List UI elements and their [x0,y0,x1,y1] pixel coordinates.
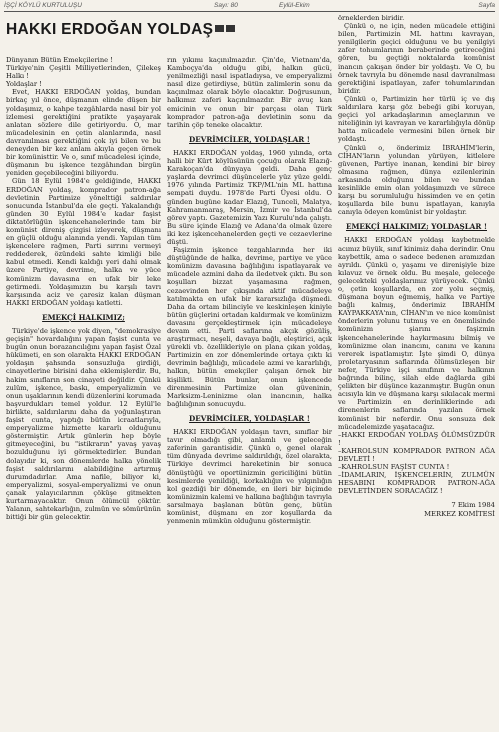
header-page: Sayfa [478,2,495,9]
slogan: –KAHROLSUN KOMPRADOR PATRON AĞA DEVLETİ ! [338,446,495,463]
paragraph: HAKKI ERDOĞAN yoldaşın tavrı, sınıflar bir tavır olmadığı gibi, anlamlı ve geleceğin zaferinin garantisidir. Çünkü o, genel olarak tüm dünyada devrime saldırıldığı, özel olarakta, Türkiye devrimci hareketinin bir sonuca dönüştüğü ve oportünizmin gericiliğini bütün kesimlerde yenildiği, korkaklığın ve yılgınlığın kol gezdiği bir dönemde, en ileri bir biçimde komünizmin kalemi ve halkına bağlılığın tavrıyla sarsılmaya başlanan bütün genç, bütün komünist, düşmanı en zor koşullarda da yenmenin mümkün olduğunu göstermiştir. [167,428,332,526]
signature-org: MERKEZ KOMİTESİ [424,509,495,518]
header-masthead: İŞÇİ KÖYLÜ KURTULUŞU [4,2,82,9]
paragraph: Çünkü o, ne için, neden mücadele ettiğini bilen, Partimizin ML hattını kavrayan, yenilgilerin geçici olduğunu ve bu yenilgiyi zafer tohumlarının beraberinde getireceğini gören, bu geçtiği noktalarda komünist inancın çakışan önder bir yoldaştı. Ve O, bu örnek tavrıyla bu dönemde nasıl davranılması gerektiğini ispatlayan, zafer tohumlarından biridir. [338,22,495,95]
ornament-icon [226,25,235,32]
paragraph: Evet, HAKKI ERDOĞAN yoldaş, bundan birkaç yıl önce, düşmanın elinde düşen bir yoldaşımız, o kahpe tezgâhlarda nasıl bir yol izlemesi gerektiğini pratikte yaşayarak anlatan sözlere dile getiriyordu. O, mar mücadelesinin en çetin alanlarında, nasıl davranılması gerektiğini çok iyi bilen ve bu deneyden bir kez anlam akıyla geçen örnek bir komünisttir. Ve o, sınıf mücadelesi içinde, düşmanın bu işkence tezgâhından birgün yeniden geçebileceğini biliyordu. [6,88,161,178]
section-heading: EMEKÇİ HALKIMIZ; YOLDAŞLAR ! [345,222,487,232]
header-rule [4,11,495,12]
paragraph: Türkiye'de işkence yok diyen, "demokrasiye geçişin" hovardalığını yapan faşist cunta ve bugün onun borazancılığını yapan faşist Özal hükümeti, en son olarakta HAKKI ERDOĞAN yoldaşın şahsında sonsuzluğa girdiği, cinayetlerine birisini daha eklemişlerdir. Bu, hakim sınıfların son cinayeti değildir. Çünkü zulüm, işkence, baskı, emperyalizmin ve onun uşaklarının kendi düzenlerini korumada başvurdukları temel yoldur. 12 Eylül'le birlikte, saldırılarını daha da yoğunlaştıran faşist cunta, yaptığı bütün icraatlarıyla, emperyalizme hizmette kararlı olduğunu göstermiştir. Artık günlerin hep böyle gitmeyeceğini, bu "istikrarın" yavaş yavaş bozulduğunu iyi görmektedirler. Bundan dolayıdır ki, son dönemlerde halka yönelik faşist saldırılarını alabildiğine artırmış durumdadırlar. Ama nafile, biliyor ki, emperyalizmi, sosyal-emperyalizmi ve onun çanak yalayıcılarının çöküşe gitmekten kurtarmayacaktır. Onun ölümcül çöktür. Yalanın, sahtekarlığın, zulmün ve sömürünün bittiği bir gün gelecektir. [6,327,161,522]
signature [338,501,495,517]
paragraph: Çünkü o, önderimiz İBRAHİM'lerin, CİHAN'ların yolundan yürüyen, kitlelere güvenen, Partiye inanan, kendini bir birey olmasına rağmen, dünya ezilenlerinin arkasında olduğunu bilen ve bundan kesinlikle emin olan yoldaşımızdı ve sürece karşı bu sorumluluğu hissimden ve en çetin koşullarda bile bunu ispatlayan, kanıyla canıyla ödeyen komünist bir yoldaştır. [338,143,495,217]
section-heading: DEVRİMCİLER, YOLDAŞLAR ! [189,134,310,144]
paragraph: HAKKI ERDOĞAN yoldaş, 1960 yılında, orta halli bir Kürt köylüsünün çocuğu olarak Elazığ-Karakoçan'da dünyaya geldi. Daha genç yaşlarda devrimci düşüncelerle yüz yüze geldi. 1976 yılında Partimiz TKP/ML'nin ML hattına sempati duydu. 1978'de Parti Üyesi oldu. O günden bugüne kadar Elazığ, Tunceli, Malatya, Kahramanmaraş, Mersin, İzmir ve İstanbul'da görev yaptı. Gazetemizin Yazı Kurulu'nda çalıştı. Bu süre içinde Elazığ ve Adana'da olmak üzere iki kez işkencehanelerden geçti ve cezaevlerine düştü. [167,148,332,246]
column-2 [167,56,332,525]
paragraph: HAKKI ERDOĞAN yoldaşı kaybetmekle acımız büyük, sınıf kinimiz daha derindir. Onu kaybettik, ama o sadece bedenen aramızdan ayrıldı. Çünkü o, yaşamı ve direnişiyle bize kılavuz ve örnek oldu. Bu meşale, geleceğe gelecekteki yoldaşlarımız yürüyecek. Çünkü o, çetin koşullarda, en zor yolu seçmiş, düşmana boyun eğmemiş, halka ve Partiye bağlı kalmış, önderimiz İBRAHİM KAYPAKKAYA'nın, CİHAN'ın ve nice komünist önderlerin yolunu tutmuş ve en önemlisinde komünizm şiarını faşizmin işkencehanelerinde haykırmasını bilmiş ve komünizme olan inancını, canını ve kanını vererek ispatlamıştır. İşte şimdi O, dünya proletaryasının saflarında ölümsüzleşen bir nefer, Türkiye işçi sınıfının ve halkının bağrında bilinç, silah elde dağlarda gibi çelikten bir düşünce kazanmıştır. Bugün onun acısıyla kin ve düşmana karşı sıkılacak mermi ve Partimizin en derinliklerinde adı direnenlerin saflarında yazılan örnek komünist bir neferdir. Onu sonsuza dek mücadelemizde yaşatacağız. [338,236,495,431]
salutation: Yoldaşlar ! [6,80,42,89]
article-title-text: HAKKI ERDOĞAN YOLDAŞ [6,21,214,38]
salutation: Dünyanın Bütün Emekçilerine ! [6,56,113,64]
ornament-icon [215,25,224,32]
slogan: –KAHROLSUN FAŞİST CUNTA ! [338,463,450,472]
paragraph: Çünkü o, Partimizin her türlü iç ve dış saldırılara karşı göz bebeği gibi koruyan, geçici yol arkadaşlarının ameçlarının ve niteliğinin iyi kavrayan ve kararlılığıyla dönüp hatta mücadele vermesini bilen örnek bir yoldaştı. [338,94,495,144]
page-header [4,2,495,11]
section-heading: EMEKÇİ HALKIMIZ; [42,312,125,322]
section-heading: DEVRİMCİLER, YOLDAŞLAR ! [189,413,310,423]
header-date: Eylül-Ekim [279,2,310,9]
header-issue: Sayı: 80 [214,2,238,9]
column-3 [338,14,495,518]
article-title [6,21,235,39]
signature-date: 7 Ekim 1984 [451,501,495,510]
slogan: –İDAMLARIN, İŞKENCELERİN, ZULMÜN HESABINI KOMPRADOR PATRON-AĞA DEVLETİNDEN SORACAĞIZ ! [338,471,495,496]
paragraph: örneklerden biridir. [338,14,405,22]
slogan: –HAKKI ERDOĞAN YOLDAŞ ÖLÜMSÜZDÜR ! [338,430,495,447]
salutation: Türkiye'nin Çeşitli Milliyetlerinden, Çilekeş Halkı ! [6,64,161,81]
paragraph: Faşizmin işkence tezgahlarında her iki düştüğünde de halka, devrime, partiye ve yüce komünizm davasına bağlılığını ispatlayarak ve mücadele azmini daha da iledetvek çıktı. Bu son koşulları bizzat yaşamasına rağmen, cezaevinden her çıkışında aktif mücadeleye katılmakta en ufak bir kararsızlığa düşmedi. Daha da ortam bilinciyle ve keskinleşen kiniyle bütün güçlerini ortadan kaldırmak ve komünizm davasını gerçekleştirmek için mücadeleye devam etti. Parti saflarına akçık gözüliş, araştırmacı, neşeli, davaya bağlı, eleştirici, açık yürekli vb. özellikleriyle on plana çıkan yoldaş, Partimizin en zor dönemlerinde ortaya çıktı ki devrimin bağlılığı, mücadele azmi ve kararlılığı, halkın, bütün emekçiler çalışan örnek bir kişilikti. Bütün bunlar, onun işkencede direnmesinin Partimize olan güveninin, Marksizm-Leninizme olan inancının, halka bağlılığının sonucuydu. [167,246,332,408]
column-1 [6,56,161,521]
paragraph: Gün 18 Eylül 1984'e geldiğinde, HAKKI ERDOĞAN yoldaş, komprador patron-ağa devletinin Partimize yönelttiği saldırılar sonucunda İstanbul'da ele geçti. Yakalandığı günden 30 Eylül 1984'e kadar faşist diktatörlüğün işkencehanelerinde tam bir komünist direniş çizgisi izleyerek, düşmanı en güçlü olduğu alanında yendi. Yapılan tüm işkencelere rağmen, Parti sırrını vermeyi reddederek, özündeki sahte kimliği bile kabul etmedi. Kendi kaldığı yeri dahi olmak üzere Partiye, devrime, halka ve yüce komünizm davasına en ufak bir leke getirmedi. Yoldaşımızın bu karşılı tavrı karşısında aciz ve çaresiz kalan düşman HAKKI ERDOĞAN yoldaşı katletti. [6,177,161,307]
paragraph: rın yıkımı kaçınılmazdır. Çin'de, Vietnam'da, Kamboçya'da olduğu gibi, halkın gücü, yenilmezliği nasıl ispatladıysa, ve emperyalizmi nasıl dize getirdiyse, bütün zalimlerin sonu da kaçınılmaz olarak böyle olacaktır. Doğrusunun, halkımız zaferi kaçınılmazdır. Bir avuç kan emicinin ve onun bir parçası olan Türk komprador patron-ağa devletinin sonu da tarihin çöp teneke olacaktır. [167,56,332,129]
